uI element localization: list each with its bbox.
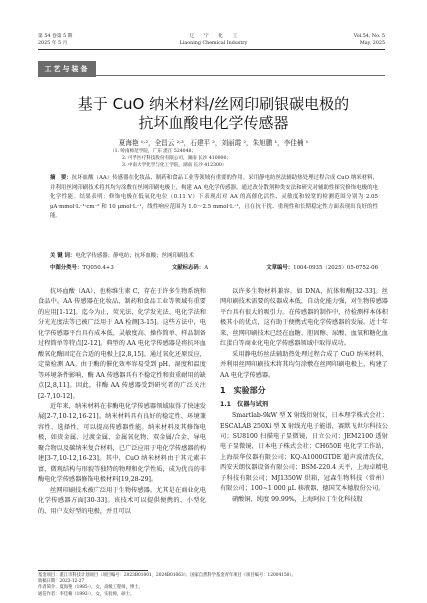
affiliation-1: （1. 岭南师范学院，广东 湛江 524048；: [110, 149, 197, 154]
keywords-label: 关 键 词：: [50, 253, 76, 259]
abstract: [50, 174, 378, 222]
body-left-column: [38, 287, 206, 517]
footnote-author: 作者简介：夏海艳（1985-），女，高级工程师，博士。: [38, 585, 143, 591]
section-tag-rule: [96, 75, 385, 76]
paper-title: [40, 95, 387, 133]
section-tag: 工艺与装备: [38, 61, 96, 77]
body-paragraph: 近年来，纳米材料在非酶电化学传感器领域取得了快速发展[2-7,10-12,16-21]。纳米材料具有良好的稳定性、环境兼容性、选择性，可以提高传感器性能。纳米材料及其修饰电极，如贵金属、过渡金属、金属氧化物、双金属/合金、导电聚合物以及碳纳米复合材料，已广泛应用于电化学传感器的构建[3-7,10-12,16-23]。其中，CuO 纳米材料由于其元素丰富、微观结构与形貌等独特的物理和化学性质，成为优良的非酶电化学传感器修饰电极材料[19,28-29]。: [38, 402, 206, 484]
affiliations: [110, 149, 231, 169]
abstract-text: 抗坏血酸（AA）传感器在化妆品、制药和食品工业等领域有重要的作用。采用静电纺丝法辅助热处理过程合成 CuO 纳米材料，并利用丝网印刷技术将其均匀涂敷在丝网印刷电极上，构建 AA 电化学传感器。通过改分散剂种类安法和研究对辅助性探究修饰电极的电化学性能。结果表明：修饰电极在低氧化电位（0.11 V）下表现出对 AA 的高催化活性、灵敏度和较宽的检测范围分别为 2.05 μA·mmol·L⁻¹·cm⁻² 和 10 μmol·L⁻¹，线性响应范围为 1.0～2.5 mmol·L⁻¹，且在抗干扰、重现性和长期稳定性方面表现出良好的性能。: [50, 175, 378, 219]
footnotes: [38, 573, 296, 598]
keywords: [50, 252, 378, 260]
header-right: [354, 34, 385, 47]
volume-en: Vol.54, No. 5: [353, 34, 385, 39]
title-line-2: 抗坏血酸电化学传感器: [138, 114, 289, 132]
section-heading: 1 实验部分: [220, 386, 266, 396]
date-en: May, 2025: [359, 40, 385, 46]
subsection-heading: 1.1 仪器与试剂: [220, 401, 269, 409]
footnote-received: 收稿日期：2023-12-27: [38, 579, 85, 585]
footnote-corresponding: 通信作者：李佳楠（1992-），女，实验师，硕士。: [38, 591, 135, 597]
title-line-1: 基于 CuO 纳米材料/丝网印刷银碳电极的: [77, 95, 350, 113]
journal-name-en: Liaoning Chemical Industry: [179, 40, 248, 46]
journal-name-cn: 辽 宁 化 工: [189, 34, 238, 39]
footnote-rule: [38, 570, 148, 571]
body-paragraph: Smartlab-9kW 型 X 射线衍射仪，日本理学株式会社；ESCALAB 250Xi 型 X 射线光电子能谱，赛默飞世尔科技公司；SU8100 扫描电子显微镜，日立公司；JEM2100 透射电子显微镜，日本电子株式会社；CH650E 电化学工作站，上海辰华仪器有限公司；KQ-A1000GTDE 超声波清洗仪，西安天朗仪器设备有限公司；BSM-220.4 天平，上海卓精电子科技有限公司；MJ1350W 烘箱，冠森生物科技（常州）有限公司；100~1 000 μL 移液器，德国艾本德股份公司。: [220, 412, 388, 493]
affiliation-2: 2. 可孚医疗科技股份有限公司，湖南 长沙 410000；: [122, 155, 231, 161]
footnote-funding: 基金项目：湛江市科技计划项目（项目编号：2023B01001、2024B01063）；国家自然科学基金青年项目（项目编号：12004150）。: [38, 573, 296, 578]
body-paragraph: 以许多生物材料兼容，如 DNA、抗体和酶[32-33]。丝网印刷技术需要的仪器成本低，自动化能力强，对生物传感器平台具有很大的吸引力。在传感器的制作中，待检测样本体积极其小的优点，这有助于便携式电化学传感器的发展。近十年来，丝网印刷技术已经在血糖、胆固醇、尿酸、血氧和糖化血红蛋白等商业化电化学传感器领域中取得成功。: [220, 288, 388, 348]
body-paragraph: 硝酸铜，纯度 99.99%，上海阿拉丁生化科技股: [232, 495, 363, 503]
body-paragraph: 丝网印刷技术被广泛用于生物传感器。尤其是在商业化电化学传感器方面[30-33]。该技术可以提供便携的、小型化的、用户友好型的电极，并且可以: [38, 486, 206, 515]
body-paragraph: 采用静电纺丝法辅助热处理过程合成了 CuO 纳米材料，并利用丝网印刷技术将其均匀涂敷在丝网印刷电极上，构建了 AA 电化学传感器。: [220, 350, 388, 379]
clc-value: TQ050.4+3: [82, 265, 114, 271]
header-rule: [38, 49, 385, 50]
keywords-text: 电化学传感器；静电纺；抗坏血酸；丝网印刷技术: [75, 253, 194, 259]
volume-cn: 第 54 卷第 5 期: [38, 34, 73, 39]
article-meta: [50, 263, 378, 271]
clc-label: 中图分类号：: [50, 265, 83, 271]
body-right-column: [220, 287, 388, 505]
article-no-label: 文章编号：: [266, 265, 294, 271]
date-cn: 2025 年 5 月: [38, 40, 68, 46]
body-paragraph: 抗坏血酸（AA），也称维生素 C，存在于许多生物系统和食品中。AA 传感器在化妆品、制药和食品工业等领域有重要的应用[1-12]。迄今为止，荧光法、化学发光法、电化学法和分光光度法等已被广泛用于 AA 检测[3-15]。这些方法中，电化学传感器平台具有成本低、灵敏度高、操作简单、样品制备过程简单等特点[2-12]。典型的 AA 电化学传感器是将抗坏血酸氧化酶固定在合适的电极上[2,8,15]。通过氧化还原反应，定量检测 AA。由于酶的催化效率容易受到 pH、湿度和温度等环境条件影响，酶 AA 传感器具有不稳定性和贵重耐用的缺点[2,8,11]。因此，非酶 AA 传感器受到研究者的广泛关注[2-7,10-12]。: [38, 288, 206, 400]
doc-code-value: A: [204, 265, 209, 271]
doc-code-label: 文献标志码：: [171, 265, 205, 271]
article-no-value: 1004-0935（2025）05-0752-06: [293, 265, 378, 271]
authors: 夏海艳 ¹˒²，全昌云 ²˒³，石建平 ²，刘丽霞 ²，朱旭鹏 ¹，李佳楠 ¹: [118, 139, 309, 147]
affiliation-3: 3. 中南大学化学与化工学院，湖南 长沙 412300）: [122, 162, 227, 168]
abstract-label: 摘 要：: [50, 175, 72, 181]
